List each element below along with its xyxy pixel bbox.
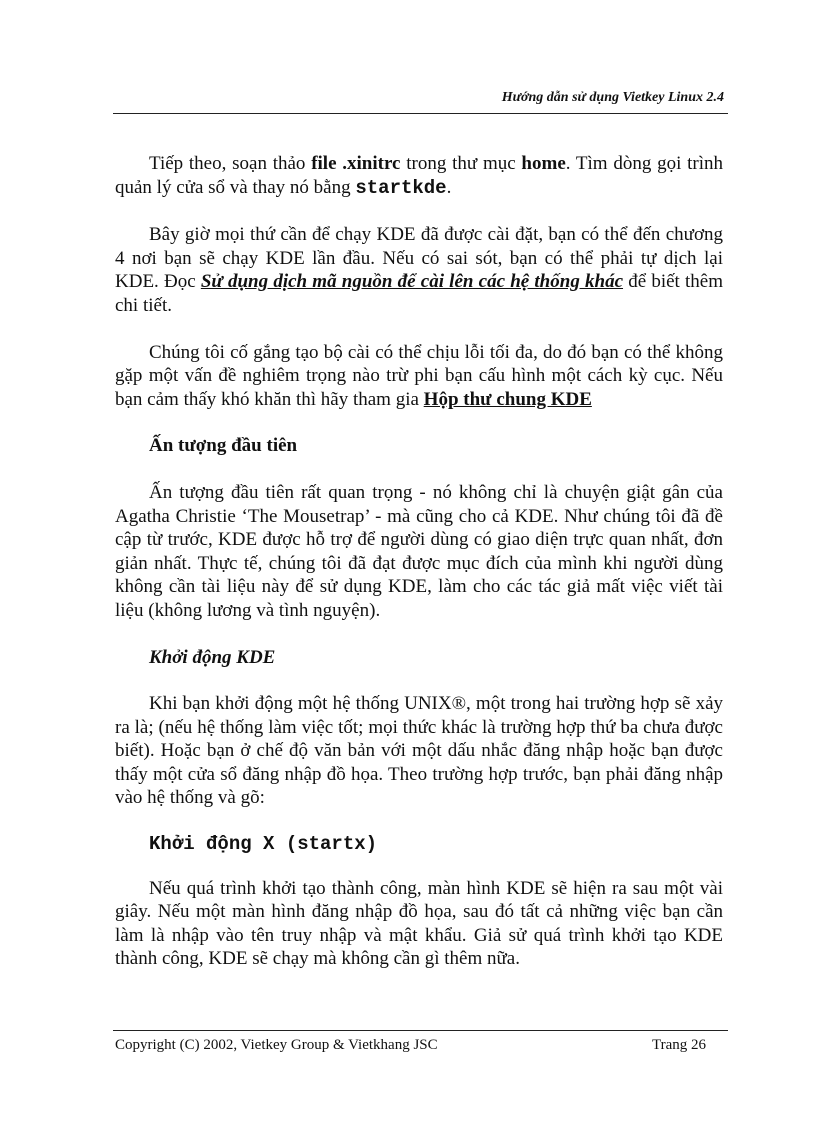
filename-bold: file .xinitrc xyxy=(311,153,401,174)
footer-divider xyxy=(113,1030,728,1031)
startx-command: Khởi động X (startx) xyxy=(149,833,378,856)
page-header-title: Hướng dẫn sử dụng Vietkey Linux 2.4 xyxy=(501,90,724,105)
text-run: . Tìm dòng gọi trình quản lý cửa sổ và thay nó bằng xyxy=(115,153,724,198)
paragraph-boot-unix: Khi bạn khởi động một hệ thống UNIX®, một trong hai trường hợp sẽ xảy ra là; (nếu hệ thống làm việc tốt; mọi thức khác là trường hợp thứ ba chưa được biết). Hoặc bạn ở chế độ văn bản với một dấu nhắc đăng nhập hoặc bạn được thấy một cửa sổ đăng nhập đồ họa. Theo trường hợp trước, bạn phải đăng nhập vào hệ thống và gõ: xyxy=(115,693,723,809)
footer-copyright: Copyright (C) 2002, Vietkey Group & Vietkhang JSC xyxy=(115,1037,438,1053)
kde-mailing-list-link[interactable]: Hộp thư chung KDE xyxy=(423,388,592,410)
folder-name-bold: home xyxy=(521,153,566,174)
paragraph-first-impression: Ấn tượng đầu tiên rất quan trọng - nó không chỉ là chuyện giật gân của Agatha Christie ‘The Mousetrap’ - mà cũng cho cả KDE. Như chúng tôi đã đề cập từ trước, KDE được hỗ trợ để người dùng có giao diện trực quan nhất, đơn giản nhất. Thực tế, chúng tôi đã đạt được mục đích của mình khi người dùng không cần tài liệu này để sử dụng KDE, làm cho các tác giả mất việc viết tài liệu (không lương và tình nguyện). xyxy=(115,481,723,621)
text-run: . xyxy=(446,176,452,198)
paragraph-fault-tolerance xyxy=(115,341,723,412)
header-divider xyxy=(113,113,728,114)
page-number: Trang 26 xyxy=(651,1037,706,1053)
section-heading-first-impression: Ấn tượng đầu tiên xyxy=(149,435,298,457)
text-run: Bây giờ mọi thứ cần để chạy KDE đã được cài đặt, bạn có thể đến chương 4 nơi bạn sẽ chạy KDE lần đầu. Nếu có sai sót, bạn có thể phải tự dịch lại KDE. Đọc xyxy=(115,224,723,293)
command-code: startkde xyxy=(355,176,447,199)
text-run: Tiếp theo, soạn thảo xyxy=(149,153,312,174)
section-heading-start-kde: Khởi động KDE xyxy=(149,646,276,668)
paragraph-xinitrc xyxy=(115,152,723,200)
source-compile-link[interactable]: Sử dụng dịch mã nguồn để cài lên các hệ thống khác xyxy=(200,271,624,293)
document-body xyxy=(115,152,723,994)
text-run: Chúng tôi cố gắng tạo bộ cài có thể chịu lỗi tối đa, do đó bạn có thể không gặp một vấn đề nghiêm trọng nào trừ phi bạn cấu hình một cách kỳ cục. Nếu bạn cảm thấy khó khăn thì hãy tham gia xyxy=(115,341,723,410)
paragraph-install-done xyxy=(115,223,723,317)
text-run: trong thư mục xyxy=(400,153,522,174)
text-run: để biết thêm chi tiết. xyxy=(115,271,724,316)
paragraph-startup-success: Nếu quá trình khởi tạo thành công, màn hình KDE sẽ hiện ra sau một vài giây. Nếu một màn hình đăng nhập đồ họa, sau đó tất cả những việc bạn cần làm là nhập vào tên truy nhập và mật khẩu. Giả sử quá trình khởi tạo KDE thành công, KDE sẽ chạy mà không cần gì thêm nữa. xyxy=(115,877,723,970)
